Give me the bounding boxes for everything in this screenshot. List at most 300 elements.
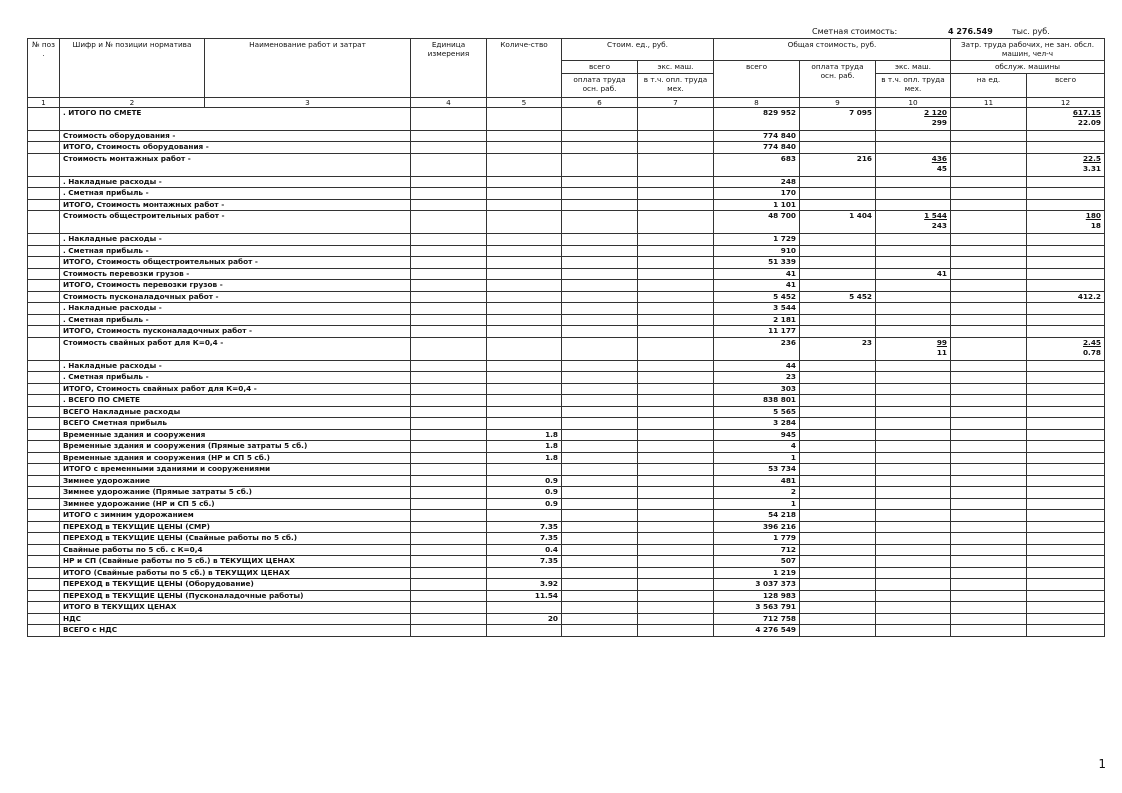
cell-pay bbox=[800, 360, 876, 372]
cell-total: 1 bbox=[714, 498, 800, 510]
cell-name: ИТОГО с зимним удорожанием bbox=[60, 510, 411, 522]
cell-exm bbox=[876, 498, 951, 510]
cell-qty bbox=[487, 188, 562, 200]
column-number: 9 bbox=[800, 97, 876, 107]
cell-unit-cost-all bbox=[562, 510, 638, 522]
cell-lab-total bbox=[1027, 475, 1105, 487]
table-row bbox=[28, 188, 1105, 200]
cell-total: 303 bbox=[714, 383, 800, 395]
cell-pay bbox=[800, 418, 876, 430]
cell-name: Стоимость монтажных работ - bbox=[60, 153, 411, 176]
table-row bbox=[28, 602, 1105, 614]
cell-name: Стоимость перевозки грузов - bbox=[60, 268, 411, 280]
cell-unit-cost-exm bbox=[638, 590, 714, 602]
cell-lab-unit bbox=[951, 280, 1027, 292]
cell-lab-unit bbox=[951, 291, 1027, 303]
cell-lab-total bbox=[1027, 245, 1105, 257]
cell-lab-unit bbox=[951, 429, 1027, 441]
cell-total: 774 840 bbox=[714, 142, 800, 154]
cell-lab-unit bbox=[951, 211, 1027, 234]
table-row bbox=[28, 372, 1105, 384]
cell-lab-unit bbox=[951, 452, 1027, 464]
cell-num bbox=[28, 337, 60, 360]
cell-lab-unit bbox=[951, 326, 1027, 338]
cell-num bbox=[28, 613, 60, 625]
table-row bbox=[28, 268, 1105, 280]
cell-unit bbox=[411, 602, 487, 614]
cell-lab-total bbox=[1027, 107, 1105, 130]
cell-qty bbox=[487, 510, 562, 522]
cell-unit-cost-exm bbox=[638, 153, 714, 176]
cell-lab-total bbox=[1027, 452, 1105, 464]
cell-exm bbox=[876, 199, 951, 211]
table-row bbox=[28, 544, 1105, 556]
cell-unit-cost-all bbox=[562, 590, 638, 602]
table-row bbox=[28, 337, 1105, 360]
cell-unit-cost-exm bbox=[638, 406, 714, 418]
cell-lab-unit bbox=[951, 418, 1027, 430]
cell-qty bbox=[487, 280, 562, 292]
header-code: Шифр и № позиции норматива bbox=[60, 39, 205, 98]
cell-exm bbox=[876, 372, 951, 384]
cell-num bbox=[28, 498, 60, 510]
cell-total: 1 219 bbox=[714, 567, 800, 579]
cell-unit-cost-exm bbox=[638, 441, 714, 453]
cell-lab-unit bbox=[951, 188, 1027, 200]
cell-lab-unit bbox=[951, 510, 1027, 522]
cell-name: . Сметная прибыль - bbox=[60, 188, 411, 200]
cell-unit-cost-all bbox=[562, 544, 638, 556]
cell-pay bbox=[800, 533, 876, 545]
cell-unit-cost-exm bbox=[638, 360, 714, 372]
cell-name: Стоимость пусконаладочных работ - bbox=[60, 291, 411, 303]
table-row bbox=[28, 326, 1105, 338]
header-lab-total: всего bbox=[1027, 73, 1105, 97]
cell-lab-total bbox=[1027, 521, 1105, 533]
cell-exm bbox=[876, 579, 951, 591]
table-row bbox=[28, 429, 1105, 441]
cell-qty bbox=[487, 245, 562, 257]
cell-unit-cost-all bbox=[562, 383, 638, 395]
cell-unit bbox=[411, 360, 487, 372]
cell-pay: 7 095 bbox=[800, 107, 876, 130]
cell-exm bbox=[876, 245, 951, 257]
cell-exm bbox=[876, 130, 951, 142]
cell-exm bbox=[876, 556, 951, 568]
cell-pay bbox=[800, 130, 876, 142]
cell-unit-cost-all bbox=[562, 613, 638, 625]
column-number: 11 bbox=[951, 97, 1027, 107]
cell-total: 774 840 bbox=[714, 130, 800, 142]
cell-unit bbox=[411, 429, 487, 441]
cell-qty: 20 bbox=[487, 613, 562, 625]
cell-num bbox=[28, 441, 60, 453]
cell-unit-cost-all bbox=[562, 142, 638, 154]
cell-qty bbox=[487, 395, 562, 407]
cell-qty bbox=[487, 303, 562, 315]
header-tc-all: всего bbox=[714, 61, 800, 98]
cell-qty bbox=[487, 360, 562, 372]
cell-qty bbox=[487, 130, 562, 142]
cell-pay bbox=[800, 579, 876, 591]
cell-lab-total bbox=[1027, 406, 1105, 418]
table-row bbox=[28, 533, 1105, 545]
cell-num bbox=[28, 303, 60, 315]
table-row bbox=[28, 625, 1105, 637]
header-qty: Количе-ство bbox=[487, 39, 562, 98]
cell-exm bbox=[876, 291, 951, 303]
cell-unit bbox=[411, 406, 487, 418]
cell-lab-total bbox=[1027, 498, 1105, 510]
cell-unit-cost-all bbox=[562, 234, 638, 246]
cell-unit-cost-all bbox=[562, 464, 638, 476]
cell-name: . Накладные расходы - bbox=[60, 176, 411, 188]
cell-lab-total bbox=[1027, 199, 1105, 211]
cell-lab-total-subvalue: 3.31 bbox=[1082, 163, 1101, 173]
cell-exm bbox=[876, 280, 951, 292]
cell-name: ИТОГО, Стоимость пусконаладочных работ - bbox=[60, 326, 411, 338]
header-labor: Затр. труда рабочих, не зан. обсл. машин, чел-ч bbox=[951, 39, 1105, 61]
cell-lab-total bbox=[1027, 544, 1105, 556]
cell-exm-value: 2 120 bbox=[924, 107, 947, 117]
cell-pay: 23 bbox=[800, 337, 876, 360]
cell-num bbox=[28, 418, 60, 430]
header-tc-paymech: в т.ч. опл. труда мех. bbox=[876, 73, 951, 97]
cell-total: 51 339 bbox=[714, 257, 800, 269]
cell-unit-cost-all bbox=[562, 395, 638, 407]
cell-pay bbox=[800, 268, 876, 280]
cell-unit bbox=[411, 280, 487, 292]
cell-total: 1 729 bbox=[714, 234, 800, 246]
cell-exm bbox=[876, 475, 951, 487]
table-row bbox=[28, 464, 1105, 476]
cell-lab-unit bbox=[951, 153, 1027, 176]
cell-unit-cost-all bbox=[562, 360, 638, 372]
cell-lab-unit bbox=[951, 142, 1027, 154]
cell-num bbox=[28, 579, 60, 591]
cell-exm-subvalue: 299 bbox=[931, 117, 947, 127]
cell-total: 683 bbox=[714, 153, 800, 176]
cell-unit bbox=[411, 153, 487, 176]
cell-exm bbox=[876, 613, 951, 625]
column-numbers-row bbox=[28, 97, 1105, 107]
table-row bbox=[28, 291, 1105, 303]
cell-unit-cost-all bbox=[562, 291, 638, 303]
cell-total: 5 452 bbox=[714, 291, 800, 303]
cell-exm bbox=[876, 418, 951, 430]
cell-unit-cost-exm bbox=[638, 280, 714, 292]
cell-exm bbox=[876, 188, 951, 200]
cell-num bbox=[28, 556, 60, 568]
cell-num bbox=[28, 188, 60, 200]
cell-lab-total bbox=[1027, 188, 1105, 200]
cell-unit-cost-exm bbox=[638, 176, 714, 188]
cell-unit-cost-exm bbox=[638, 245, 714, 257]
cell-num bbox=[28, 153, 60, 176]
cell-unit-cost-all bbox=[562, 107, 638, 130]
table-row bbox=[28, 245, 1105, 257]
cell-name: ИТОГО В ТЕКУЩИХ ЦЕНАХ bbox=[60, 602, 411, 614]
table-row bbox=[28, 211, 1105, 234]
cell-lab-unit bbox=[951, 257, 1027, 269]
cell-lab-total bbox=[1027, 395, 1105, 407]
cell-unit bbox=[411, 452, 487, 464]
cell-exm bbox=[876, 406, 951, 418]
cell-pay bbox=[800, 510, 876, 522]
table-row bbox=[28, 441, 1105, 453]
cell-total: 3 563 791 bbox=[714, 602, 800, 614]
cell-lab-total bbox=[1027, 613, 1105, 625]
cell-name: ИТОГО, Стоимость монтажных работ - bbox=[60, 199, 411, 211]
cell-pay bbox=[800, 613, 876, 625]
cell-unit bbox=[411, 544, 487, 556]
cell-lab-total-subvalue: 0.78 bbox=[1082, 347, 1101, 357]
cell-unit-cost-all bbox=[562, 211, 638, 234]
cell-total: 1 101 bbox=[714, 199, 800, 211]
cell-num bbox=[28, 429, 60, 441]
cell-lab-unit bbox=[951, 406, 1027, 418]
cell-name: ПЕРЕХОД в ТЕКУЩИЕ ЦЕНЫ (Оборудование) bbox=[60, 579, 411, 591]
cell-lab-total-subvalue: 18 bbox=[1090, 221, 1101, 230]
cell-total: 838 801 bbox=[714, 395, 800, 407]
cell-qty: 11.54 bbox=[487, 590, 562, 602]
estimate-cost-value: 4 276.549 bbox=[948, 27, 993, 36]
cell-lab-unit bbox=[951, 487, 1027, 499]
cell-pay bbox=[800, 372, 876, 384]
cell-unit-cost-exm bbox=[638, 567, 714, 579]
column-number: 5 bbox=[487, 97, 562, 107]
cell-total: 236 bbox=[714, 337, 800, 360]
cell-lab-unit bbox=[951, 567, 1027, 579]
cell-num bbox=[28, 130, 60, 142]
table-row bbox=[28, 590, 1105, 602]
cell-unit bbox=[411, 613, 487, 625]
header-tc-pay: оплата труда осн. раб. bbox=[800, 61, 876, 98]
table-row bbox=[28, 510, 1105, 522]
cell-pay bbox=[800, 383, 876, 395]
cell-unit-cost-all bbox=[562, 337, 638, 360]
table-row bbox=[28, 383, 1105, 395]
cell-unit-cost-exm bbox=[638, 521, 714, 533]
cell-unit bbox=[411, 498, 487, 510]
cell-pay bbox=[800, 199, 876, 211]
cell-num bbox=[28, 383, 60, 395]
cell-name: Зимнее удорожание (НР и СП 5 сб.) bbox=[60, 498, 411, 510]
header-tc-exm: экс. маш. bbox=[876, 61, 951, 74]
cell-unit-cost-exm bbox=[638, 602, 714, 614]
cell-pay bbox=[800, 280, 876, 292]
cell-name: ИТОГО с временными зданиями и сооружениями bbox=[60, 464, 411, 476]
cell-exm bbox=[876, 211, 951, 234]
cell-lab-total bbox=[1027, 280, 1105, 292]
cell-lab-unit bbox=[951, 199, 1027, 211]
cell-lab-unit bbox=[951, 579, 1027, 591]
cell-num bbox=[28, 464, 60, 476]
cell-lab-unit bbox=[951, 372, 1027, 384]
table-row bbox=[28, 234, 1105, 246]
cell-total: 48 700 bbox=[714, 211, 800, 234]
cell-name: ПЕРЕХОД в ТЕКУЩИЕ ЦЕНЫ (Пусконаладочные работы) bbox=[60, 590, 411, 602]
cell-lab-total bbox=[1027, 464, 1105, 476]
cell-unit bbox=[411, 257, 487, 269]
cell-pay bbox=[800, 590, 876, 602]
cell-qty bbox=[487, 418, 562, 430]
cell-total: 3 544 bbox=[714, 303, 800, 315]
cell-unit-cost-all bbox=[562, 429, 638, 441]
cell-unit-cost-all bbox=[562, 418, 638, 430]
cell-lab-total bbox=[1027, 579, 1105, 591]
cell-qty bbox=[487, 153, 562, 176]
cell-num bbox=[28, 176, 60, 188]
cell-name: ВСЕГО Сметная прибыль bbox=[60, 418, 411, 430]
table-row bbox=[28, 303, 1105, 315]
cell-pay bbox=[800, 475, 876, 487]
cell-unit-cost-all bbox=[562, 602, 638, 614]
cell-unit-cost-exm bbox=[638, 107, 714, 130]
table-row bbox=[28, 475, 1105, 487]
cell-unit-cost-exm bbox=[638, 395, 714, 407]
cell-lab-unit bbox=[951, 441, 1027, 453]
cell-unit bbox=[411, 188, 487, 200]
cell-unit bbox=[411, 395, 487, 407]
cell-num bbox=[28, 590, 60, 602]
cell-lab-total bbox=[1027, 372, 1105, 384]
cell-total: 248 bbox=[714, 176, 800, 188]
cell-unit-cost-exm bbox=[638, 326, 714, 338]
cell-unit-cost-all bbox=[562, 153, 638, 176]
cell-name: Стоимость оборудования - bbox=[60, 130, 411, 142]
cell-unit-cost-all bbox=[562, 199, 638, 211]
cell-total: 53 734 bbox=[714, 464, 800, 476]
cell-lab-unit bbox=[951, 107, 1027, 130]
cell-lab-total bbox=[1027, 130, 1105, 142]
header-num: № поз . bbox=[28, 39, 60, 98]
cell-unit-cost-exm bbox=[638, 544, 714, 556]
cell-lab-unit bbox=[951, 303, 1027, 315]
cell-num bbox=[28, 521, 60, 533]
cell-qty bbox=[487, 326, 562, 338]
cell-unit-cost-all bbox=[562, 441, 638, 453]
cell-unit-cost-exm bbox=[638, 142, 714, 154]
cell-pay bbox=[800, 521, 876, 533]
cell-lab-unit bbox=[951, 395, 1027, 407]
table-row bbox=[28, 176, 1105, 188]
header-name: Наименование работ и затрат bbox=[205, 39, 411, 98]
cell-total: 3 284 bbox=[714, 418, 800, 430]
cell-unit bbox=[411, 268, 487, 280]
cell-num bbox=[28, 245, 60, 257]
cell-name: . Сметная прибыль - bbox=[60, 314, 411, 326]
table-row bbox=[28, 579, 1105, 591]
cell-num bbox=[28, 602, 60, 614]
cell-qty bbox=[487, 291, 562, 303]
cell-unit bbox=[411, 326, 487, 338]
cell-name: . Накладные расходы - bbox=[60, 234, 411, 246]
cell-unit bbox=[411, 418, 487, 430]
cell-exm-subvalue: 243 bbox=[931, 221, 947, 230]
cell-exm: 41 bbox=[876, 268, 951, 280]
cell-num bbox=[28, 257, 60, 269]
cell-lab-total bbox=[1027, 153, 1105, 176]
cell-lab-unit bbox=[951, 337, 1027, 360]
cell-unit bbox=[411, 211, 487, 234]
cell-unit-cost-all bbox=[562, 268, 638, 280]
cell-name: ПЕРЕХОД в ТЕКУЩИЕ ЦЕНЫ (Свайные работы по 5 сб.) bbox=[60, 533, 411, 545]
cell-qty bbox=[487, 406, 562, 418]
cell-unit bbox=[411, 199, 487, 211]
cell-total: 2 181 bbox=[714, 314, 800, 326]
cell-unit bbox=[411, 337, 487, 360]
cell-num bbox=[28, 625, 60, 637]
cell-num bbox=[28, 280, 60, 292]
cell-pay bbox=[800, 498, 876, 510]
cell-unit-cost-all bbox=[562, 406, 638, 418]
cell-name: . ВСЕГО ПО СМЕТЕ bbox=[60, 395, 411, 407]
cell-name: ИТОГО, Стоимость общестроительных работ - bbox=[60, 257, 411, 269]
cell-pay bbox=[800, 245, 876, 257]
cell-unit-cost-all bbox=[562, 303, 638, 315]
cell-name: Стоимость общестроительных работ - bbox=[60, 211, 411, 234]
cell-lab-unit bbox=[951, 602, 1027, 614]
cell-lab-unit bbox=[951, 556, 1027, 568]
cell-qty: 7.35 bbox=[487, 556, 562, 568]
cell-lab-unit bbox=[951, 590, 1027, 602]
column-number: 12 bbox=[1027, 97, 1105, 107]
cell-exm bbox=[876, 590, 951, 602]
cell-name: Стоимость свайных работ для К=0,4 - bbox=[60, 337, 411, 360]
cell-exm bbox=[876, 429, 951, 441]
cell-exm bbox=[876, 441, 951, 453]
cell-num bbox=[28, 406, 60, 418]
cell-name: . Накладные расходы - bbox=[60, 303, 411, 315]
cell-unit bbox=[411, 303, 487, 315]
cell-total: 910 bbox=[714, 245, 800, 257]
cell-unit-cost-exm bbox=[638, 510, 714, 522]
cell-exm bbox=[876, 452, 951, 464]
cell-pay bbox=[800, 602, 876, 614]
cell-qty bbox=[487, 199, 562, 211]
cell-name: Зимнее удорожание (Прямые затраты 5 сб.) bbox=[60, 487, 411, 499]
cell-name: ВСЕГО Накладные расходы bbox=[60, 406, 411, 418]
cell-unit-cost-all bbox=[562, 487, 638, 499]
cell-unit-cost-exm bbox=[638, 234, 714, 246]
cell-exm bbox=[876, 107, 951, 130]
cell-unit bbox=[411, 556, 487, 568]
cell-pay bbox=[800, 303, 876, 315]
cell-qty: 1.8 bbox=[487, 441, 562, 453]
cell-unit-cost-exm bbox=[638, 383, 714, 395]
cell-qty: 0.9 bbox=[487, 487, 562, 499]
cell-exm bbox=[876, 395, 951, 407]
cell-lab-unit bbox=[951, 314, 1027, 326]
cell-pay bbox=[800, 176, 876, 188]
cell-unit bbox=[411, 521, 487, 533]
cell-unit-cost-all bbox=[562, 521, 638, 533]
cell-unit-cost-all bbox=[562, 314, 638, 326]
cell-exm bbox=[876, 142, 951, 154]
cell-total: 396 216 bbox=[714, 521, 800, 533]
column-number: 10 bbox=[876, 97, 951, 107]
cell-total: 41 bbox=[714, 268, 800, 280]
cell-qty bbox=[487, 383, 562, 395]
cell-pay bbox=[800, 452, 876, 464]
table-row bbox=[28, 498, 1105, 510]
cell-lab-total bbox=[1027, 337, 1105, 360]
cell-num bbox=[28, 395, 60, 407]
cell-unit-cost-exm bbox=[638, 130, 714, 142]
cell-exm bbox=[876, 303, 951, 315]
cell-lab-unit bbox=[951, 464, 1027, 476]
